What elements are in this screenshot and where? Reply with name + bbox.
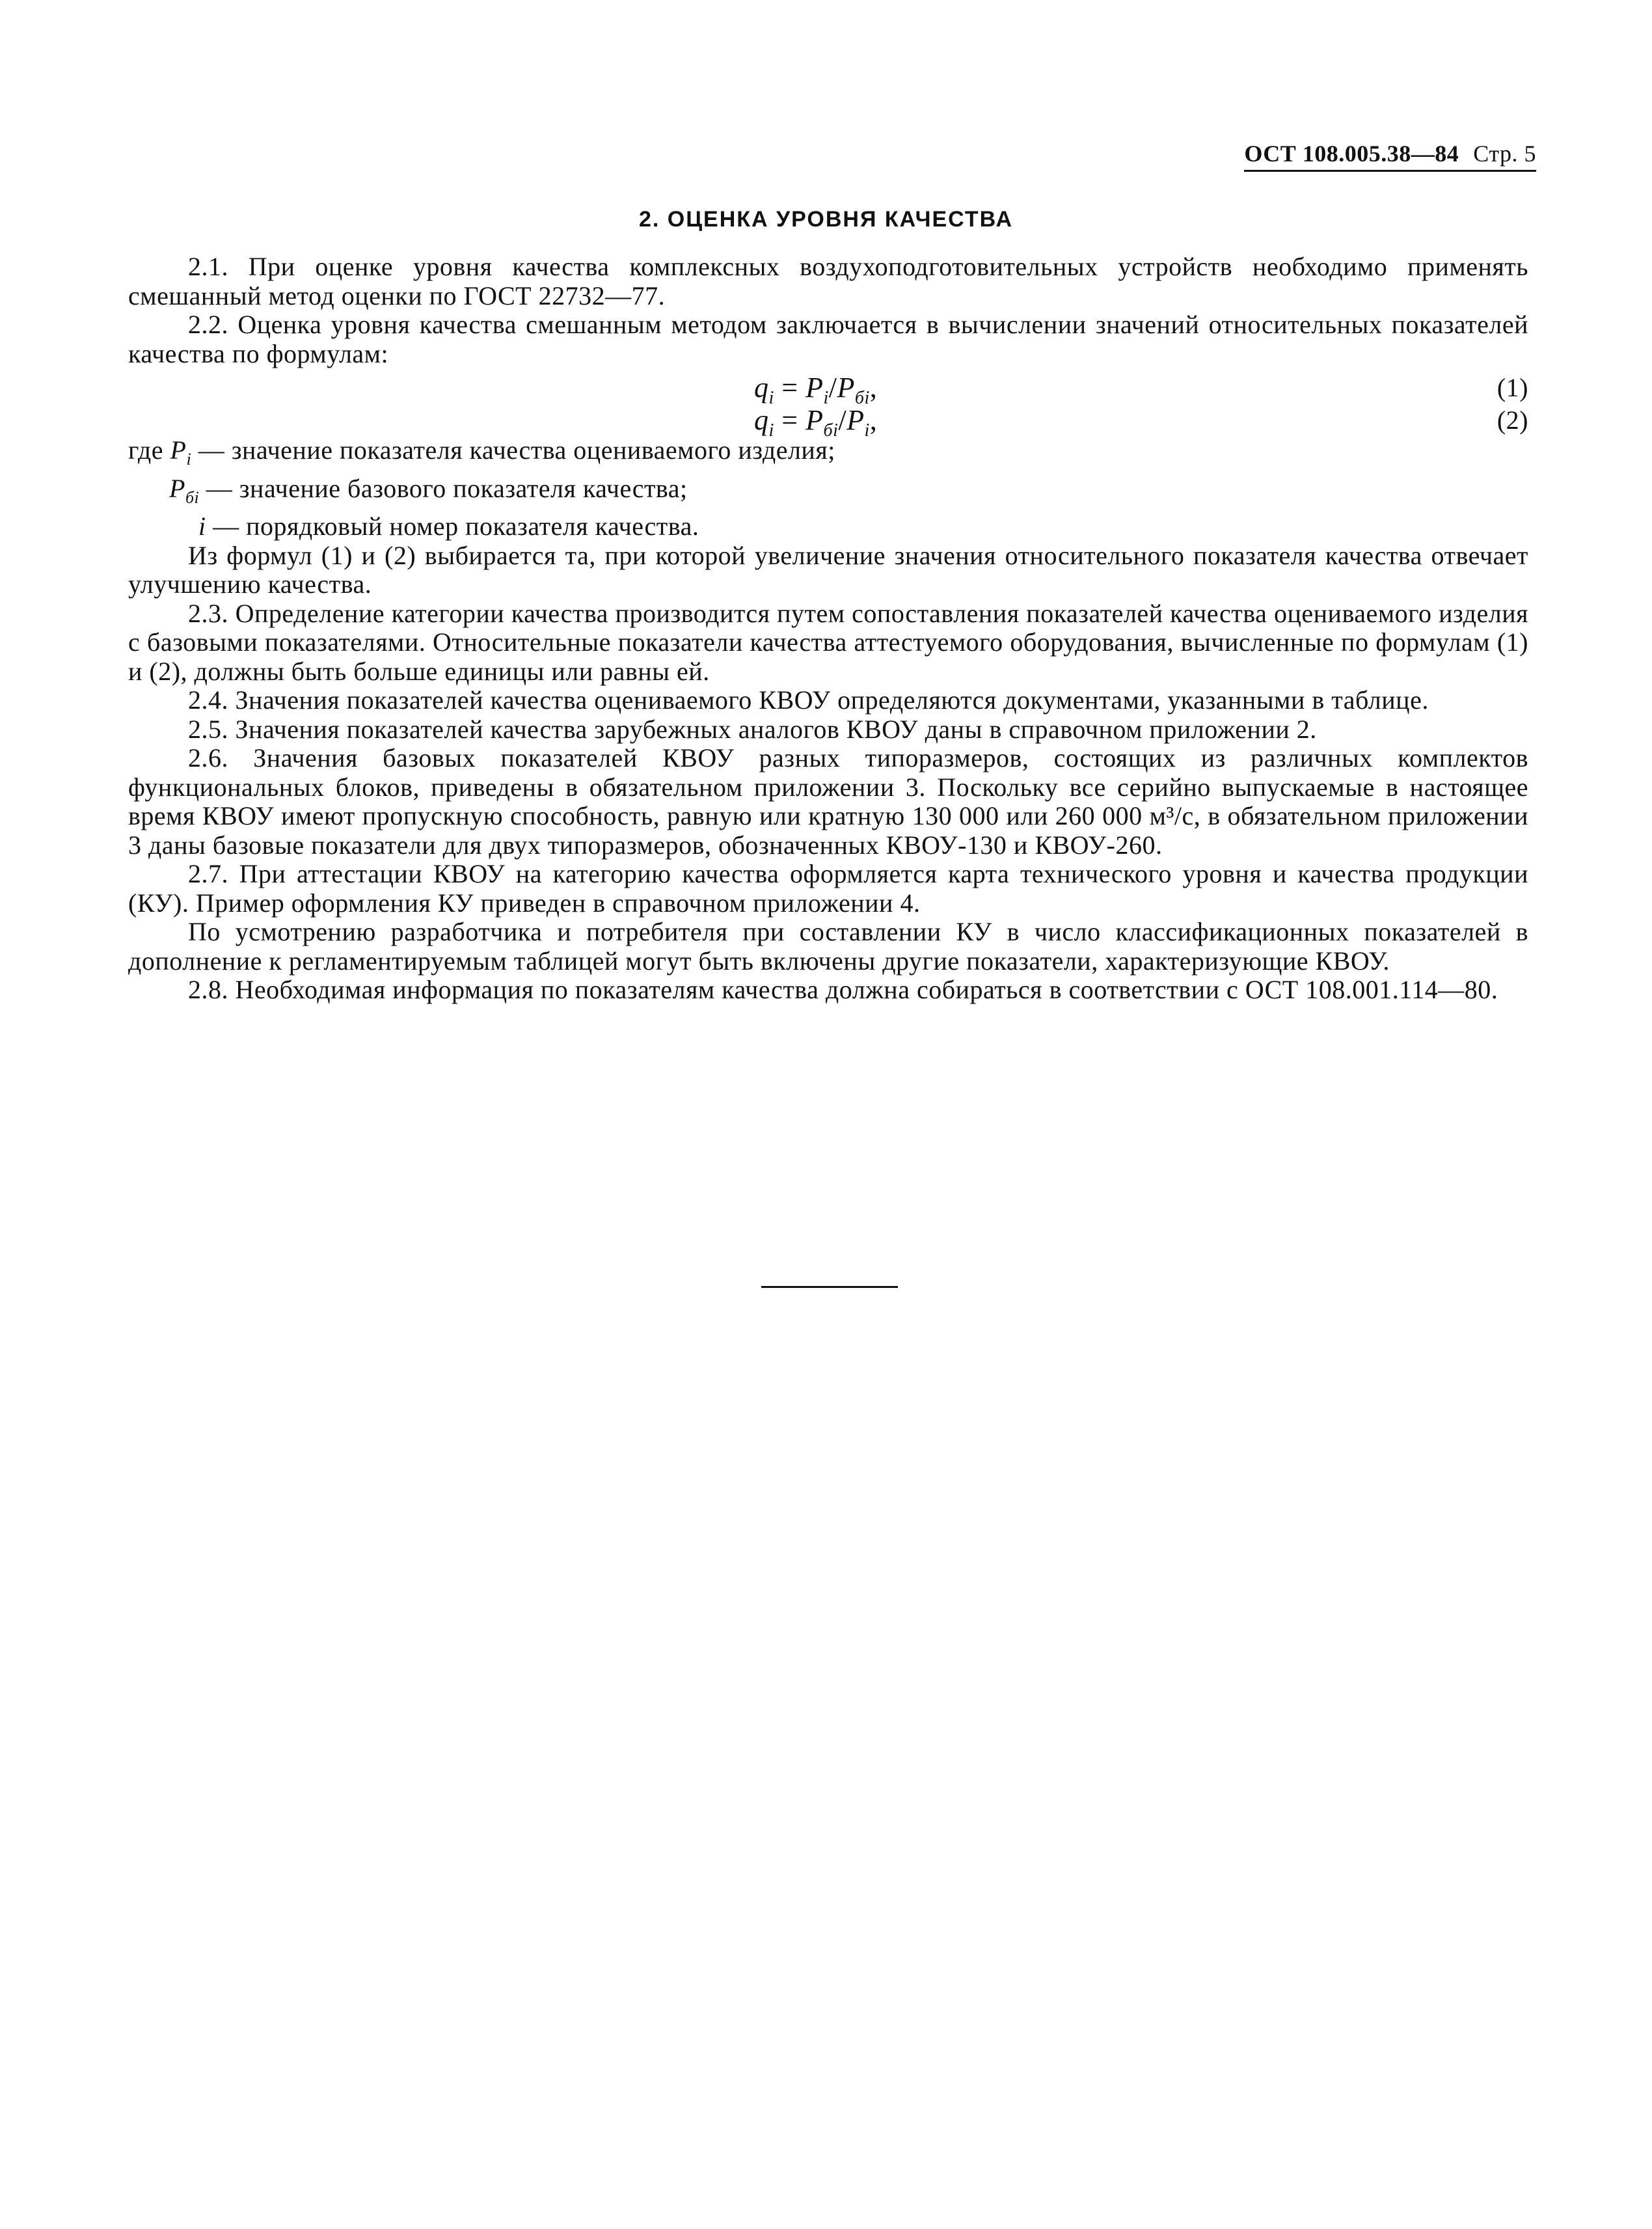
formula-2-number: (2) — [1496, 405, 1528, 435]
document-code: ОСТ 108.005.38—84 — [1244, 141, 1459, 167]
paragraph-2-7: 2.7. При аттестации КВОУ на категорию качества оформляется карта технического уровня и качества продукции (КУ). Пример оформления КУ приведен в справочном приложении 4. — [128, 859, 1528, 918]
page-number: Стр. 5 — [1473, 141, 1536, 167]
page-header — [1244, 140, 1536, 172]
where-line-1: где $P_i$ — значение показателя качества оцениваемого изделия; — [128, 435, 835, 469]
where-line-2: $P_{бi}$ — значение базового показателя качества; — [169, 473, 688, 507]
formula-1: $q_i = P_i/P_{бi}$, — [754, 372, 878, 408]
paragraph-2-6: 2.6. Значения базовых показателей КВОУ разных типоразмеров, состоящих из различных комплектов функциональных блоков, приведены в обязательном приложении 3. Поскольку все серийно выпускаемые в настоящее время КВОУ имеют пропускную способность, равную или кратную 130 000 или 260 000 м³/с, в обязательном приложении 3 даны базовые показатели для двух типоразмеров, обозначенных КВОУ-130 и КВОУ-260. — [128, 743, 1528, 860]
formula-block — [128, 372, 1528, 441]
paragraph-2-5: 2.5. Значения показателей качества зарубежных аналогов КВОУ даны в справочном приложении 2. — [188, 714, 1317, 744]
paragraph-2-7-addendum: По усмотрению разработчика и потребителя при составлении КУ в число классификационных показателей в дополнение к регламентируемым таблицей могут быть включены другие показатели, характеризующие КВОУ. — [128, 917, 1528, 976]
formula-1-number: (1) — [1496, 373, 1528, 402]
paragraph-2-4: 2.4. Значения показателей качества оцениваемого КВОУ определяются документами, указанными в таблице. — [188, 685, 1429, 715]
paragraph-formula-choice: Из формул (1) и (2) выбирается та, при которой увеличение значения относительного показателя качества отвечает улучшению качества. — [128, 540, 1528, 599]
paragraph-2-2: 2.2. Оценка уровня качества смешанным методом заключается в вычислении значений относительных показателей качества по формулам: — [128, 310, 1528, 368]
paragraph-2-1: 2.1. При оценке уровня качества комплексных воздухоподготовительных устройств необходимо применять смешанный метод оценки по ГОСТ 22732—77. — [128, 252, 1528, 310]
section-body — [128, 253, 1528, 1005]
where-line-3: i — порядковый номер показателя качества. — [198, 512, 699, 541]
paragraph-2-8: 2.8. Необходимая информация по показателям качества должна собираться в соответствии с ОСТ 108.001.114—80. — [188, 975, 1498, 1004]
formula-2: $q_i = P_{бi}/P_i$, — [754, 404, 878, 441]
section-title: 2. ОЦЕНКА УРОВНЯ КАЧЕСТВА — [638, 207, 1014, 232]
paragraph-2-3: 2.3. Определение категории качества производится путем сопоставления показателей качества оцениваемого изделия с базовыми показателями. Относительные показатели качества аттестуемого оборудования, вычисленные по формулам (1) и (2), должны быть больше единицы или равны ей. — [128, 598, 1528, 686]
end-divider — [761, 1286, 898, 1288]
